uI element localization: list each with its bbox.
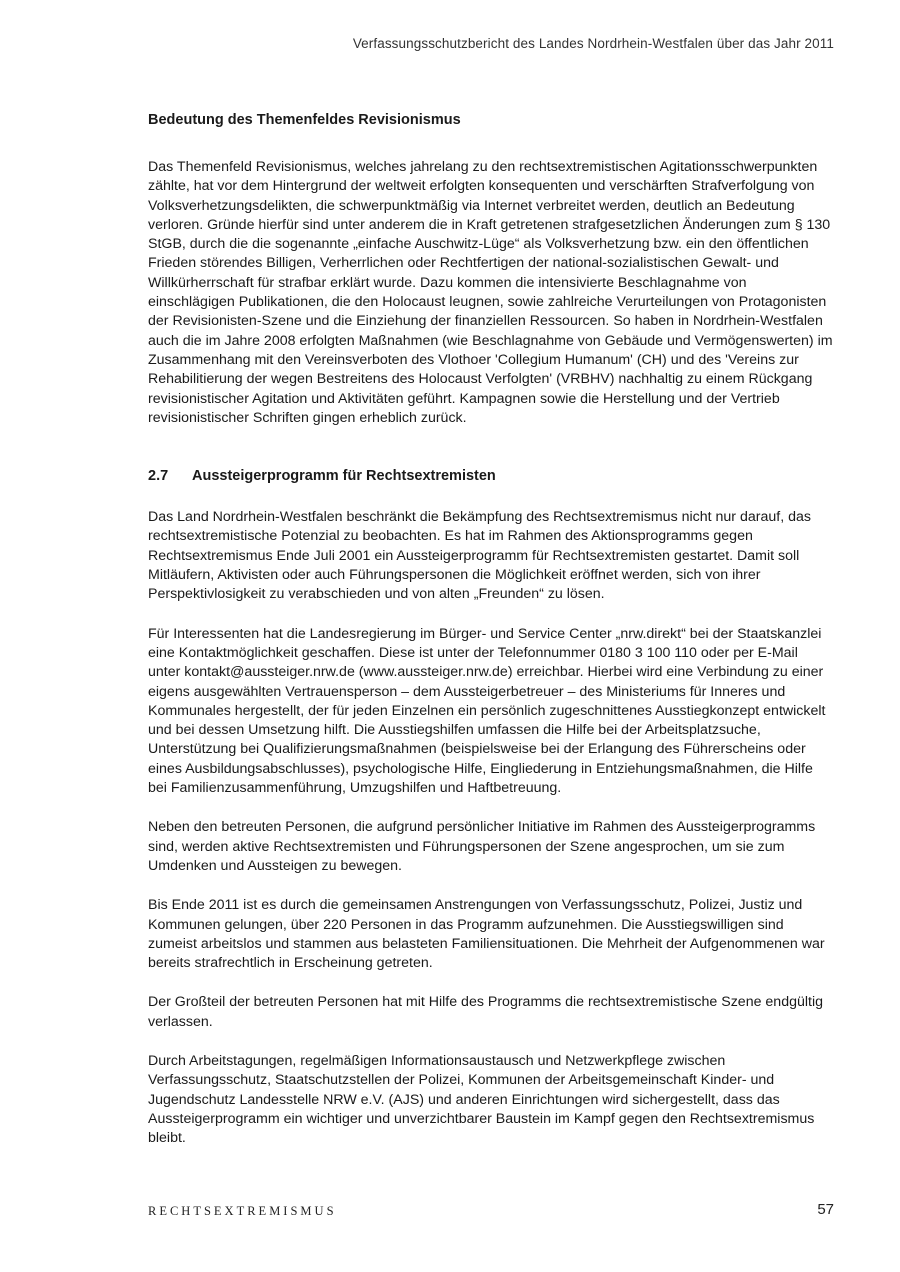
section-title: Aussteigerprogramm für Rechtsextremisten [192, 468, 496, 485]
section-paragraph-5: Der Großteil der betreuten Personen hat mit Hilfe des Programms die rechtsextremistische Szene endgültig verlassen. [148, 994, 824, 1030]
section-heading [148, 466, 834, 486]
section-paragraph-6: Durch Arbeitstagungen, regelmäßigen Informationsaustausch und Netzwerkpflege zwischen Verfassungsschutz, Staatschutzstellen der Polizei, Kommunen der Arbeitsgemeinschaft Kinder- und Jugendschutz Landesstelle NRW e.V. (AJS) und anderen Einrichtungen wird sichergestellt, dass das Aussteigerprogramm ein wichtiger und unverzichtbarer Baustein im Kampf gegen den Rechtsextremismus bleibt. [148, 1052, 815, 1147]
page-body [148, 110, 834, 1168]
revisionism-heading: Bedeutung des Themenfeldes Revisionismus [148, 112, 461, 128]
section-paragraph-2: Für Interessenten hat die Landesregierung im Bürger- und Service Center „nrw.direkt“ bei der Staatskanzlei eine Kontaktmöglichkeit geschaffen. Diese ist unter der Telefonnummer 0180 3 100 110 oder per E-Mail unter kontakt@aussteiger.nrw.de (www.aussteiger.nrw.de) erreichbar. Hierbei wird eine Verbindung zu einer eigens ausgewählten Vertrauensperson – dem Aussteigerbetreuer – des Ministeriums für Inneres und Kommunales hergestellt, der für jeden Einzelnen ein persönlich zugeschnittenes Ausstiegkonzept entwickelt und bei dessen Umsetzung hilft. Die Ausstiegshilfen umfassen die Hilfe bei der Arbeitsplatzsuche, Unterstützung bei Qualifizierungsmaßnahmen (beispielsweise bei der Erlangung des Führerscheins oder eines Ausbildungsabschlusses), psychologische Hilfe, Eingliederung in Entziehungsmaßnahmen, die Hilfe bei Familienzusammenführung, Umzugshilfen und Haftbetreuung. [148, 625, 826, 797]
footer-chapter-label: RECHTSEXTREMISMUS [148, 1204, 337, 1218]
section-paragraph-1: Das Land Nordrhein-Westfalen beschränkt die Bekämpfung des Rechtsextremismus nicht nur darauf, das rechtsextremistische Potenzial zu beobachten. Es hat im Rahmen des Aktionsprogramms gegen Rechtsextremismus Ende Juli 2001 ein Aussteigerprogramm für Rechtsextremisten gestartet. Damit soll Mitläufern, Aktivisten oder auch Führungspersonen die Möglichkeit eröffnet werden, sich von ihrer Perspektivlosigkeit zu verabschieden und von alten „Freunden“ zu lösen. [148, 509, 811, 603]
running-header: Verfassungsschutzbericht des Landes Nordrhein-Westfalen über das Jahr 2011 [352, 36, 834, 51]
section-number: 2.7 [148, 468, 169, 485]
section-paragraph-4: Bis Ende 2011 ist es durch die gemeinsamen Anstrengungen von Verfassungsschutz, Polizei, Justiz und Kommunen gelungen, über 220 Personen in das Programm aufzunehmen. Die Ausstiegswilligen sind zumeist arbeitslos und stammen aus belasteten Familiensituationen. Die Mehrheit der Aufgenommenen war bereits strafrechtlich in Erscheinung getreten. [148, 897, 825, 972]
section-paragraph-3: Neben den betreuten Personen, die aufgrund persönlicher Initiative im Rahmen des Aussteigerprogramms sind, werden aktive Rechtsextremisten und Führungspersonen der Szene angesprochen, um sie zum Umdenken und Aussteigen zu bewegen. [148, 819, 816, 874]
page-number: 57 [817, 1201, 834, 1218]
revisionism-paragraph: Das Themenfeld Revisionismus, welches jahrelang zu den rechtsextremistischen Agitationsschwerpunkten zählte, hat vor dem Hintergrund der weltweit erfolgten konsequenten und verschärften Strafverfolgung von Volksverhetzungsdelikten, die schwerpunktmäßig via Internet verbreitet werden, deutlich an Bedeutung verloren. Gründe hierfür sind unter anderem die in Kraft getretenen strafgesetzlichen Änderungen zum § 130 StGB, durch die die sogenannte „einfache Auschwitz-Lüge“ als Volksverhetzung bzw. ein den öffentlichen Frieden störendes Billigen, Verherrlichen oder Rechtfertigen der national-sozialistischen Gewalt- und Willkürherrschaft für strafbar erklärt wurde. Dazu kommen die intensivierte Beschlagnahme von einschlägigen Publikationen, die den Holocaust leugnen, sowie zahlreiche Verurteilungen von Protagonisten der Revisionisten-Szene und die Einziehung der finanziellen Ressourcen. So haben in Nordrhein-Westfalen auch die im Jahre 2008 erfolgten Maßnahmen (wie Beschlagnahme von Gebäude und Vermögenswerten) im Zusammenhang mit den Vereinsverboten des Vlothoer 'Collegium Humanum' (CH) und des 'Vereins zur Rehabilitierung der wegen Bestreitens des Holocaust Verfolgten' (VRBHV) nachhaltig zu einem Rückgang revisionistischer Agitation und Aktivitäten geführt. Kampagnen sowie die Herstellung und der Vertrieb revisionistischer Schriften gingen erheblich zurück. [148, 159, 833, 426]
